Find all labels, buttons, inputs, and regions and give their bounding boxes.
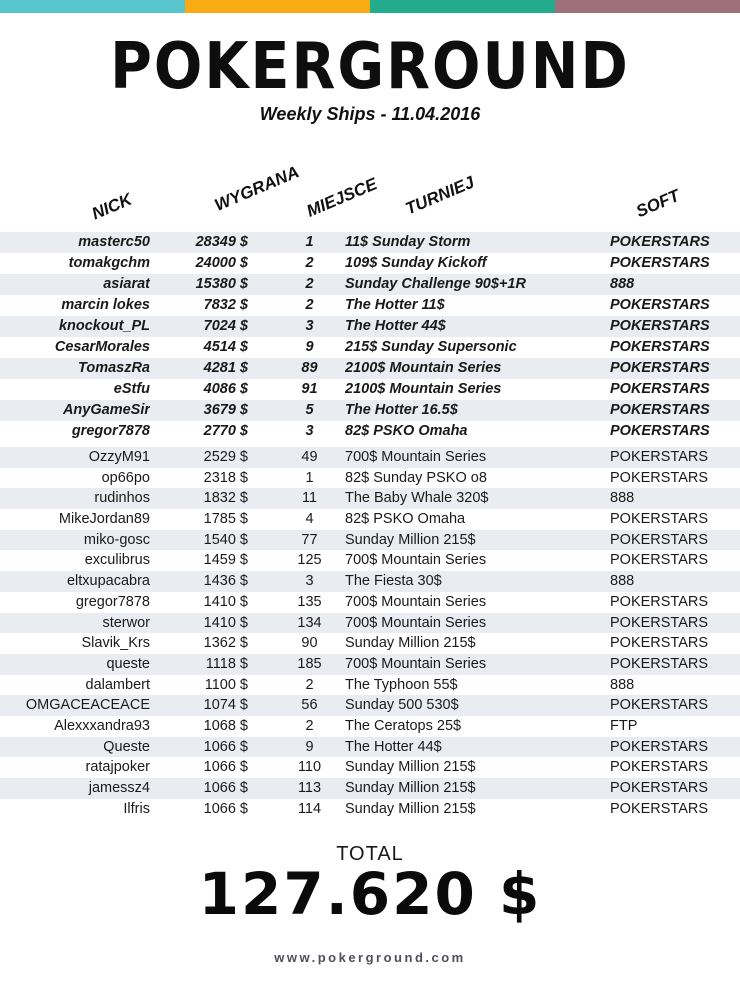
- cell-soft: POKERSTARS: [610, 318, 710, 334]
- cell-turniej: Sunday 500 530$: [345, 697, 459, 714]
- table-row: [0, 447, 740, 468]
- cell-miejsce: 2: [305, 297, 314, 313]
- website-url: www.pokerground.com: [274, 950, 466, 965]
- pokerground-logo: POKERGROUND: [110, 30, 630, 104]
- cell-nick: eStfu: [113, 381, 150, 397]
- cell-turniej: Sunday Million 215$: [345, 800, 476, 817]
- cell-soft: POKERSTARS: [610, 423, 710, 439]
- cell-nick: dalambert: [85, 676, 150, 693]
- cell-soft: POKERSTARS: [610, 780, 709, 796]
- cell-soft: POKERSTARS: [610, 593, 709, 610]
- cell-wygrana: 1068 $: [203, 717, 248, 734]
- cell-turniej: 82$ PSKO Omaha: [345, 423, 468, 439]
- cell-nick: gregor7878: [75, 593, 150, 610]
- cell-turniej: 109$ Sunday Kickoff: [345, 255, 487, 271]
- table-row: [0, 695, 740, 716]
- cell-miejsce: 1: [305, 234, 314, 250]
- cell-soft: POKERSTARS: [610, 234, 710, 250]
- cell-wygrana: 2529 $: [203, 449, 248, 465]
- column-header-wygrana: WYGRANA: [211, 162, 302, 215]
- cell-wygrana: 15380 $: [195, 276, 248, 292]
- cell-turniej: The Hotter 11$: [345, 297, 445, 313]
- cell-turniej: The Fiesta 30$: [345, 573, 442, 590]
- cell-wygrana: 3679 $: [203, 402, 248, 418]
- table-row: [0, 253, 740, 274]
- cell-wygrana: 2770 $: [203, 423, 248, 439]
- page-subtitle: Weekly Ships - 11.04.2016: [259, 104, 481, 124]
- cell-nick: OzzyM91: [88, 449, 150, 465]
- cell-turniej: 11$ Sunday Storm: [345, 234, 471, 250]
- cell-soft: POKERSTARS: [610, 402, 710, 418]
- column-header-soft: SOFT: [633, 185, 683, 222]
- cell-wygrana: 1362 $: [203, 635, 248, 652]
- cell-soft: POKERSTARS: [610, 552, 709, 569]
- cell-wygrana: 4281 $: [203, 360, 248, 376]
- table-row: [0, 654, 740, 675]
- cell-wygrana: 1066 $: [203, 780, 248, 796]
- cell-turniej: 700$ Mountain Series: [345, 655, 487, 672]
- cell-wygrana: 24000 $: [195, 255, 248, 271]
- cell-wygrana: 7024 $: [203, 318, 248, 334]
- table-row: [0, 716, 740, 737]
- cell-turniej: The Baby Whale 320$: [345, 490, 489, 507]
- cell-miejsce: 125: [297, 552, 322, 569]
- cell-nick: ratajpoker: [85, 759, 150, 776]
- cell-nick: Ilfris: [123, 800, 150, 817]
- table-row: [0, 468, 740, 489]
- cell-soft: POKERSTARS: [610, 655, 709, 672]
- cell-miejsce: 135: [297, 593, 322, 610]
- cell-wygrana: 1066 $: [203, 800, 248, 817]
- cell-miejsce: 110: [297, 759, 322, 776]
- table-row: [0, 571, 740, 592]
- column-header-miejsce: MIEJSCE: [303, 174, 380, 221]
- cell-nick: marcin lokes: [61, 297, 150, 313]
- cell-soft: POKERSTARS: [610, 339, 710, 355]
- cell-soft: POKERSTARS: [610, 511, 709, 528]
- cell-turniej: The Hotter 16.5$: [345, 402, 458, 418]
- cell-miejsce: 134: [297, 614, 322, 631]
- table-row: [0, 232, 740, 253]
- table-row: [0, 675, 740, 696]
- cell-turniej: The Typhoon 55$: [345, 676, 458, 693]
- total-value: 127.620 $: [198, 860, 542, 928]
- table-row: [0, 757, 740, 778]
- cell-wygrana: 4514 $: [203, 339, 248, 355]
- cell-wygrana: 1410 $: [203, 593, 248, 610]
- cell-miejsce: 56: [301, 697, 318, 714]
- cell-miejsce: 2: [305, 276, 314, 292]
- cell-miejsce: 9: [305, 339, 314, 355]
- cell-soft: POKERSTARS: [610, 697, 709, 714]
- column-header-turniej: TURNIEJ: [402, 172, 477, 219]
- table-row: [0, 633, 740, 654]
- cell-wygrana: 28349 $: [195, 234, 248, 250]
- cell-turniej: The Ceratops 25$: [345, 717, 462, 734]
- cell-wygrana: 1540 $: [203, 531, 248, 548]
- table-row: [0, 737, 740, 758]
- cell-nick: queste: [106, 655, 150, 672]
- cell-wygrana: 4086 $: [203, 381, 248, 397]
- cell-turniej: Sunday Challenge 90$+1R: [345, 276, 526, 292]
- table-row: [0, 613, 740, 634]
- table-row: [0, 358, 740, 379]
- cell-miejsce: 2: [305, 255, 314, 271]
- table-row: [0, 337, 740, 358]
- cell-miejsce: 113: [297, 780, 322, 796]
- cell-nick: jamessz4: [88, 780, 150, 796]
- cell-nick: gregor7878: [71, 423, 150, 439]
- cell-nick: Alexxxandra93: [54, 717, 150, 734]
- cell-miejsce: 114: [297, 800, 322, 817]
- cell-wygrana: 1459 $: [203, 552, 248, 569]
- cell-soft: POKERSTARS: [610, 449, 709, 465]
- cell-turniej: 82$ PSKO Omaha: [345, 511, 466, 528]
- cell-nick: CesarMorales: [54, 339, 150, 355]
- table-row: [0, 316, 740, 337]
- cell-turniej: 700$ Mountain Series: [345, 449, 487, 465]
- cell-wygrana: 1074 $: [203, 697, 248, 714]
- cell-nick: Slavik_Krs: [81, 635, 150, 652]
- cell-miejsce: 185: [297, 655, 322, 672]
- cell-miejsce: 9: [305, 738, 314, 755]
- cell-nick: asiarat: [103, 276, 150, 292]
- cell-wygrana: 1436 $: [203, 573, 248, 590]
- cell-soft: POKERSTARS: [610, 738, 709, 755]
- cell-miejsce: 2: [305, 717, 314, 734]
- column-header-nick: NICK: [88, 189, 135, 224]
- cell-turniej: 2100$ Mountain Series: [345, 381, 502, 397]
- cell-soft: 888: [610, 276, 635, 292]
- cell-soft: POKERSTARS: [610, 255, 710, 271]
- cell-miejsce: 77: [301, 531, 318, 548]
- table-row: [0, 379, 740, 400]
- cell-wygrana: 1785 $: [203, 511, 248, 528]
- cell-miejsce: 49: [301, 449, 318, 465]
- cell-soft: POKERSTARS: [610, 635, 709, 652]
- featured-rows-section: [0, 232, 740, 442]
- cell-miejsce: 1: [305, 469, 314, 486]
- regular-rows-section: [0, 447, 740, 819]
- cell-soft: POKERSTARS: [610, 360, 710, 376]
- cell-soft: 888: [610, 573, 635, 590]
- results-table: [0, 232, 740, 819]
- table-row: [0, 550, 740, 571]
- cell-miejsce: 91: [301, 381, 318, 397]
- table-row: [0, 509, 740, 530]
- cell-nick: TomaszRa: [78, 360, 150, 376]
- table-row: [0, 295, 740, 316]
- cell-wygrana: 1410 $: [203, 614, 248, 631]
- table-row: [0, 778, 740, 799]
- cell-soft: 888: [610, 490, 635, 507]
- cell-turniej: 700$ Mountain Series: [345, 552, 487, 569]
- total-label: TOTAL: [336, 843, 404, 865]
- cell-nick: MikeJordan89: [58, 511, 150, 528]
- cell-nick: rudinhos: [94, 490, 150, 507]
- cell-miejsce: 90: [301, 635, 318, 652]
- cell-miejsce: 89: [301, 360, 318, 376]
- cell-turniej: Sunday Million 215$: [345, 759, 476, 776]
- table-column-headers: [0, 0, 740, 232]
- cell-miejsce: 3: [305, 423, 314, 439]
- table-row: [0, 488, 740, 509]
- cell-nick: Queste: [103, 738, 150, 755]
- cell-turniej: Sunday Million 215$: [345, 635, 476, 652]
- cell-turniej: The Hotter 44$: [345, 318, 446, 334]
- cell-miejsce: 3: [305, 573, 314, 590]
- cell-turniej: Sunday Million 215$: [345, 531, 476, 548]
- cell-miejsce: 2: [305, 676, 314, 693]
- cell-miejsce: 4: [305, 511, 314, 528]
- cell-nick: sterwor: [102, 614, 150, 631]
- cell-nick: masterc50: [78, 234, 150, 250]
- cell-miejsce: 5: [305, 402, 314, 418]
- table-row: [0, 274, 740, 295]
- cell-wygrana: 1118 $: [205, 655, 248, 672]
- cell-turniej: 2100$ Mountain Series: [345, 360, 502, 376]
- cell-soft: POKERSTARS: [610, 297, 710, 313]
- cell-wygrana: 1066 $: [203, 759, 248, 776]
- cell-turniej: Sunday Million 215$: [345, 780, 476, 796]
- cell-wygrana: 7832 $: [203, 297, 248, 313]
- cell-miejsce: 11: [301, 490, 318, 507]
- cell-nick: miko-gosc: [83, 531, 150, 548]
- cell-turniej: 700$ Mountain Series: [345, 614, 487, 631]
- table-row: [0, 421, 740, 442]
- cell-soft: POKERSTARS: [610, 469, 709, 486]
- cell-soft: POKERSTARS: [610, 614, 709, 631]
- cell-nick: knockout_PL: [58, 318, 150, 334]
- cell-soft: 888: [610, 676, 635, 693]
- cell-nick: AnyGameSir: [62, 402, 150, 418]
- cell-nick: op66po: [101, 469, 150, 486]
- table-row: [0, 799, 740, 820]
- cell-soft: POKERSTARS: [610, 531, 709, 548]
- cell-nick: tomakgchm: [68, 255, 150, 271]
- cell-soft: FTP: [610, 717, 638, 734]
- cell-wygrana: 1100 $: [204, 676, 248, 693]
- cell-wygrana: 1832 $: [203, 490, 248, 507]
- cell-soft: POKERSTARS: [610, 800, 709, 817]
- cell-nick: eltxupacabra: [66, 573, 150, 590]
- table-row: [0, 592, 740, 613]
- cell-turniej: The Hotter 44$: [345, 738, 442, 755]
- table-row: [0, 530, 740, 551]
- cell-nick: exculibrus: [84, 552, 150, 569]
- table-row: [0, 400, 740, 421]
- cell-soft: POKERSTARS: [610, 759, 709, 776]
- cell-turniej: 700$ Mountain Series: [345, 593, 487, 610]
- cell-turniej: 215$ Sunday Supersonic: [345, 339, 517, 355]
- cell-wygrana: 2318 $: [203, 469, 248, 486]
- cell-nick: OMGACEACEACE: [25, 697, 150, 714]
- cell-soft: POKERSTARS: [610, 381, 710, 397]
- cell-wygrana: 1066 $: [203, 738, 248, 755]
- cell-turniej: 82$ Sunday PSKO o8: [345, 469, 487, 486]
- cell-miejsce: 3: [305, 318, 314, 334]
